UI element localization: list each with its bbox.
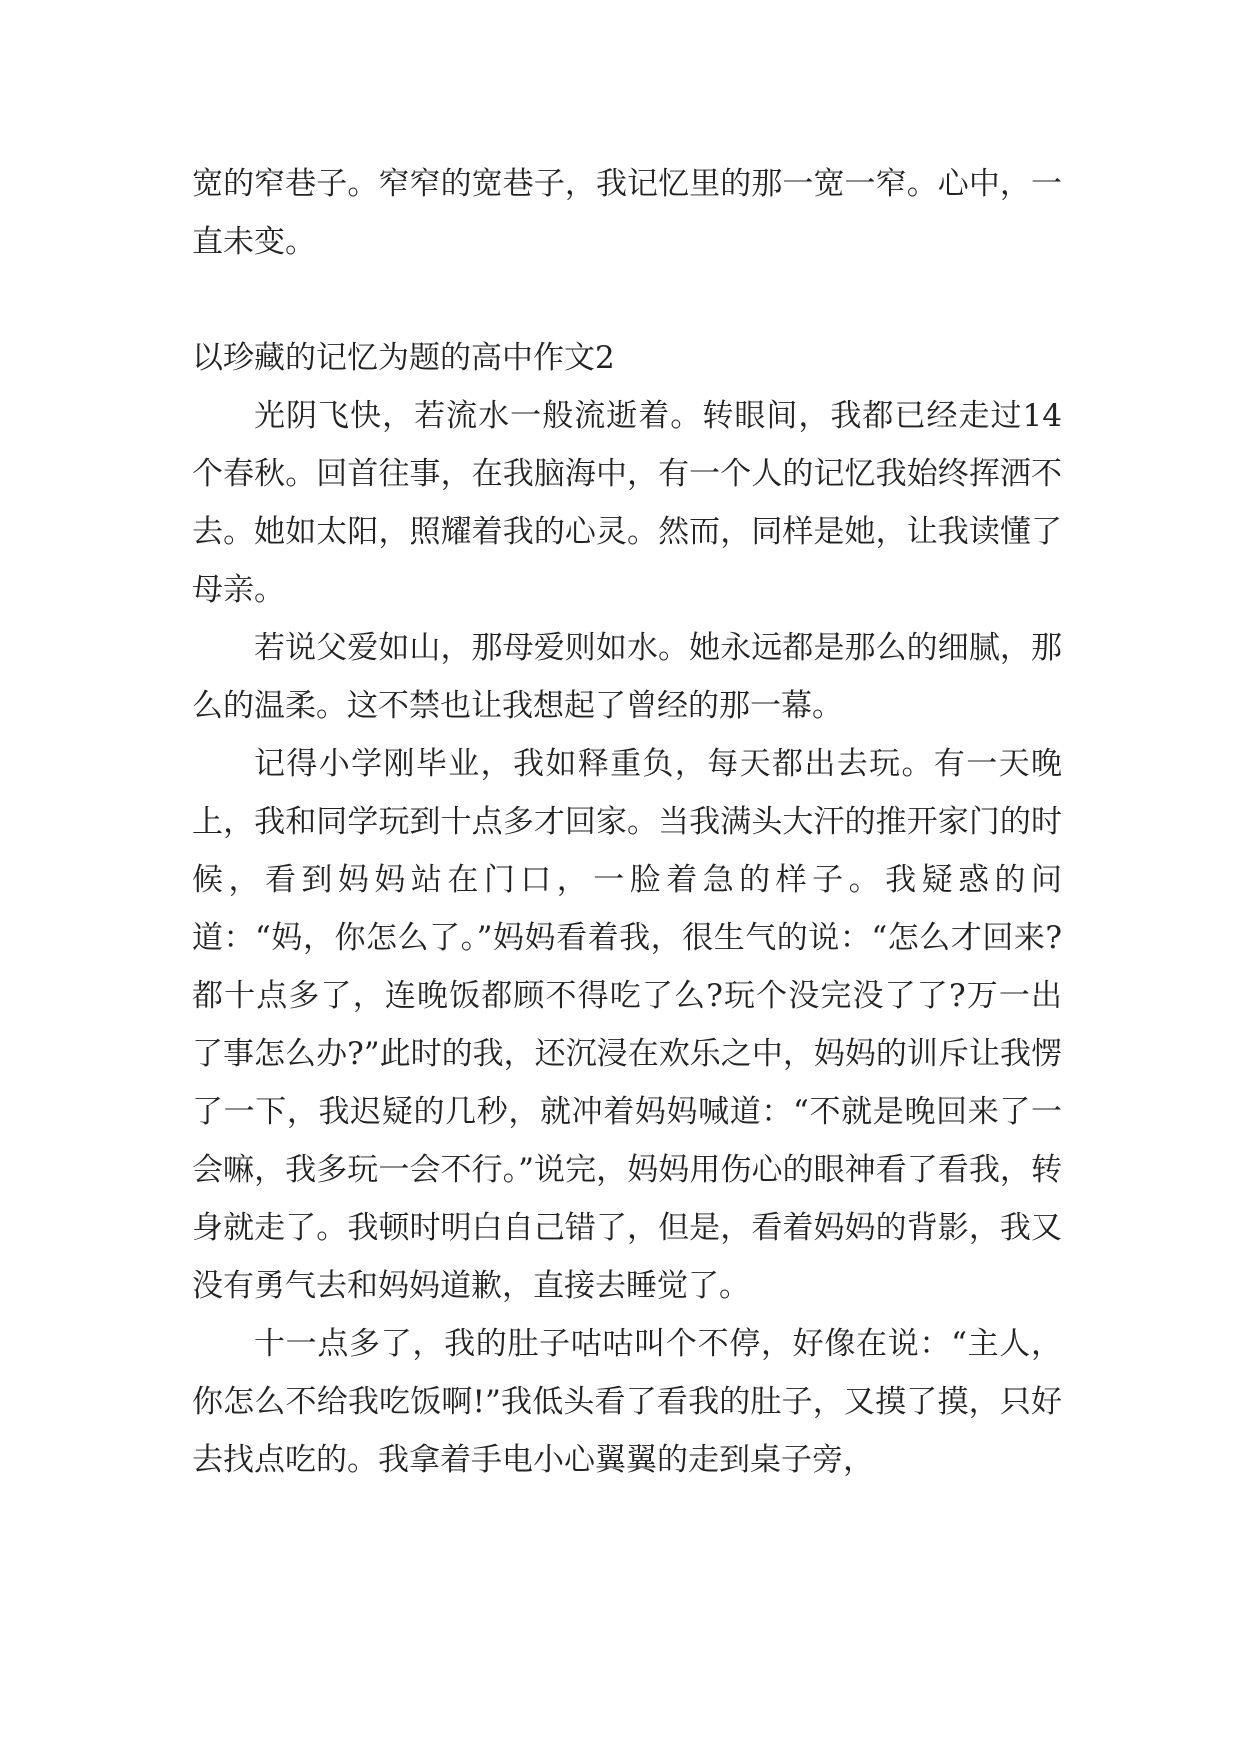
paragraph-1: 光阴飞快，若流水一般流逝着。转眼间，我都已经走过14个春秋。回首往事，在我脑海中，有一个人的记忆我始终挥洒不去。她如太阳，照耀着我的心灵。然而，同样是她，让我读懂了母亲。 <box>192 398 1062 608</box>
paragraph-gap <box>192 271 1062 329</box>
paragraph-2: 若说父爱如山，那母爱则如水。她永远都是那么的细腻，那么的温柔。这不禁也让我想起了曾经的那一幕。 <box>192 630 1062 724</box>
continuation-paragraph: 宽的窄巷子。窄窄的宽巷子，我记忆里的那一宽一窄。心中，一直未变。 <box>192 166 1062 260</box>
essay-heading: 以珍藏的记忆为题的高中作文2 <box>192 340 615 376</box>
document-body <box>192 155 1062 1489</box>
paragraph-3: 记得小学刚毕业，我如释重负，每天都出去玩。有一天晚上，我和同学玩到十点多才回家。当我满头大汗的推开家门的时候，看到妈妈站在门口，一脸着急的样子。我疑惑的问道：“妈，你怎么了。”妈妈看着我，很生气的说：“怎么才回来?都十点多了，连晚饭都顾不得吃了么?玩个没完没了了?万一出了事怎么办?”此时的我，还沉浸在欢乐之中，妈妈的训斥让我愣了一下，我迟疑的几秒，就冲着妈妈喊道：“不就是晚回来了一会嘛，我多玩一会不行。”说完，妈妈用伤心的眼神看了看我，转身就走了。我顿时明白自己错了，但是，看着妈妈的背影，我又没有勇气去和妈妈道歉，直接去睡觉了。 <box>192 746 1062 1304</box>
paragraph-4: 十一点多了，我的肚子咕咕叫个不停，好像在说：“主人，你怎么不给我吃饭啊!”我低头看了看我的肚子，又摸了摸，只好去找点吃的。我拿着手电小心翼翼的走到桌子旁， <box>192 1326 1062 1478</box>
